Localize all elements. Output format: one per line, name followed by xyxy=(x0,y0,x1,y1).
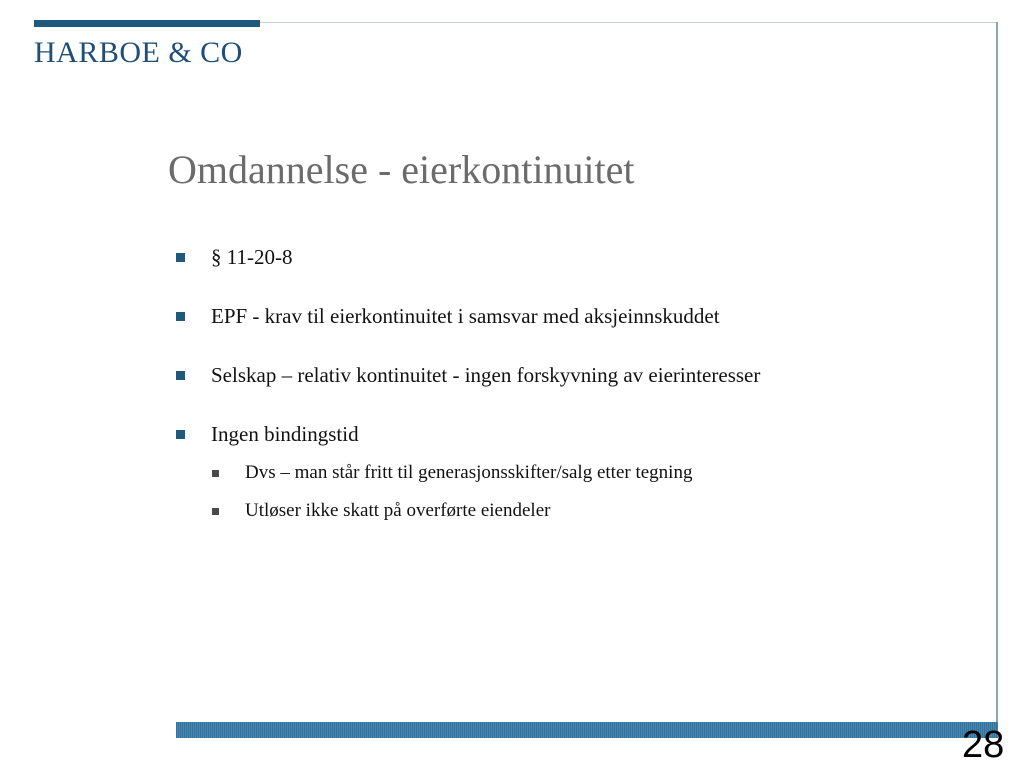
square-bullet-icon xyxy=(176,312,185,321)
slide-title: Omdannelse - eierkontinuitet xyxy=(168,147,635,192)
square-bullet-icon xyxy=(176,371,185,380)
bullet-item xyxy=(176,244,292,270)
page-number: 28 xyxy=(962,724,1005,766)
sub-bullet-item xyxy=(212,498,550,524)
sub-bullet-text: Utløser ikke skatt på overførte eiendeler xyxy=(245,500,551,521)
bullet-text: EPF - krav til eierkontinuitet i samsvar med aksjeinnskuddet xyxy=(211,304,720,328)
bullet-text: § 11-20-8 xyxy=(211,245,293,269)
bullet-text: Ingen bindingstid xyxy=(211,422,359,446)
header-rule xyxy=(260,22,998,23)
sub-bullet-item xyxy=(212,460,692,486)
bullet-item xyxy=(176,303,720,329)
small-square-bullet-icon xyxy=(212,508,219,515)
small-square-bullet-icon xyxy=(212,470,219,477)
bullet-item xyxy=(176,362,760,388)
sub-bullet-text: Dvs – man står fritt til generasjonsskifter/salg etter tegning xyxy=(245,462,693,483)
footer-accent-bar xyxy=(176,722,998,738)
square-bullet-icon xyxy=(176,430,185,439)
company-logo: HARBOE & CO xyxy=(34,36,243,69)
right-border-rule xyxy=(996,22,998,728)
bullet-item xyxy=(176,421,359,447)
header-accent-bar xyxy=(34,20,260,27)
square-bullet-icon xyxy=(176,253,185,262)
bullet-text: Selskap – relativ kontinuitet - ingen forskyvning av eierinteresser xyxy=(211,363,761,387)
